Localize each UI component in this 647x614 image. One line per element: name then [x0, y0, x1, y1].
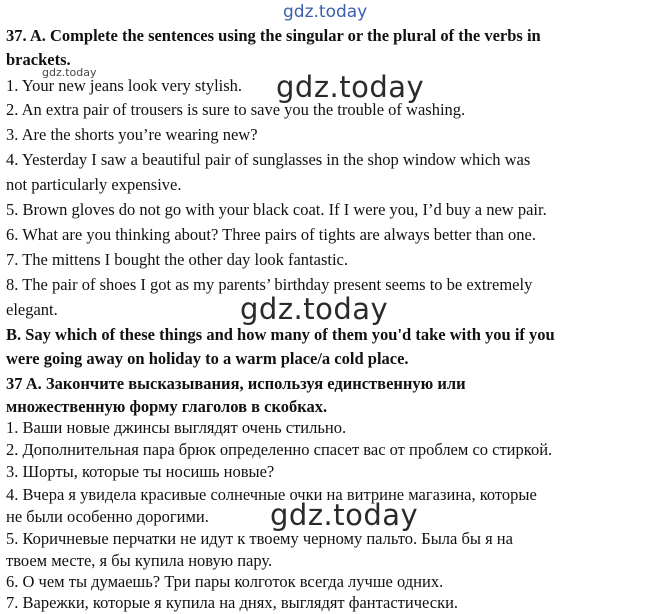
ru-sentence-4-continued: не были особенно дорогими. — [6, 507, 209, 526]
task-a-heading-line-2: brackets. — [6, 50, 71, 69]
watermark-large-1: gdz.today — [276, 70, 425, 104]
task-b-heading-line-2: were going away on holiday to a warm place/a cold place. — [6, 349, 409, 368]
sentence-8: 8. The pair of shoes I got as my parents’ birthday present seems to be extremely — [6, 275, 533, 294]
sentence-2: 2. An extra pair of trousers is sure to save you the trouble of washing. — [6, 100, 466, 119]
watermark-large-2: gdz.today — [240, 292, 389, 326]
watermark-top: gdz.today — [283, 2, 368, 22]
sentence-4-continued: not particularly expensive. — [6, 175, 182, 194]
task-b-heading-line-1: B. Say which of these things and how many of them you'd take with you if you — [6, 325, 555, 344]
sentence-6: 6. What are you thinking about? Three pairs of tights are always better than one. — [6, 225, 536, 244]
sentence-4: 4. Yesterday I saw a beautiful pair of sunglasses in the shop window which was — [6, 150, 531, 169]
ru-heading-line-1: 37 A. Закончите высказывания, используя единственную или — [6, 374, 466, 393]
watermark-large-3: gdz.today — [270, 498, 419, 532]
ru-sentence-2: 2. Дополнительная пара брюк определенно спасет вас от проблем со стиркой. — [6, 440, 553, 459]
ru-sentence-3: 3. Шорты, которые ты носишь новые? — [6, 462, 275, 481]
ru-sentence-7: 7. Варежки, которые я купила на днях, выглядят фантастически. — [6, 593, 459, 612]
sentence-7: 7. The mittens I bought the other day look fantastic. — [6, 250, 348, 269]
ru-sentence-6: 6. О чем ты думаешь? Три пары колготок всегда лучше одних. — [6, 572, 444, 591]
ru-sentence-1: 1. Ваши новые джинсы выглядят очень стильно. — [6, 418, 347, 437]
ru-heading-line-2: множественную форму глаголов в скобках. — [6, 397, 328, 416]
sentence-5: 5. Brown gloves do not go with your black coat. If I were you, I’d buy a new pair. — [6, 200, 547, 219]
task-a-heading-line-1: 37. A. Complete the sentences using the singular or the plural of the verbs in — [6, 26, 541, 45]
sentence-3: 3. Are the shorts you’re wearing new? — [6, 125, 258, 144]
ru-sentence-5: 5. Коричневые перчатки не идут к твоему черному пальто. Была бы я на — [6, 529, 513, 548]
watermark-small: gdz.today — [42, 66, 97, 79]
ru-sentence-4: 4. Вчера я увидела красивые солнечные очки на витрине магазина, которые — [6, 485, 537, 504]
sentence-8-continued: elegant. — [6, 300, 58, 319]
ru-sentence-5-continued: твоем месте, я бы купила новую пару. — [6, 551, 273, 570]
sentence-1: 1. Your new jeans look very stylish. — [6, 76, 243, 95]
